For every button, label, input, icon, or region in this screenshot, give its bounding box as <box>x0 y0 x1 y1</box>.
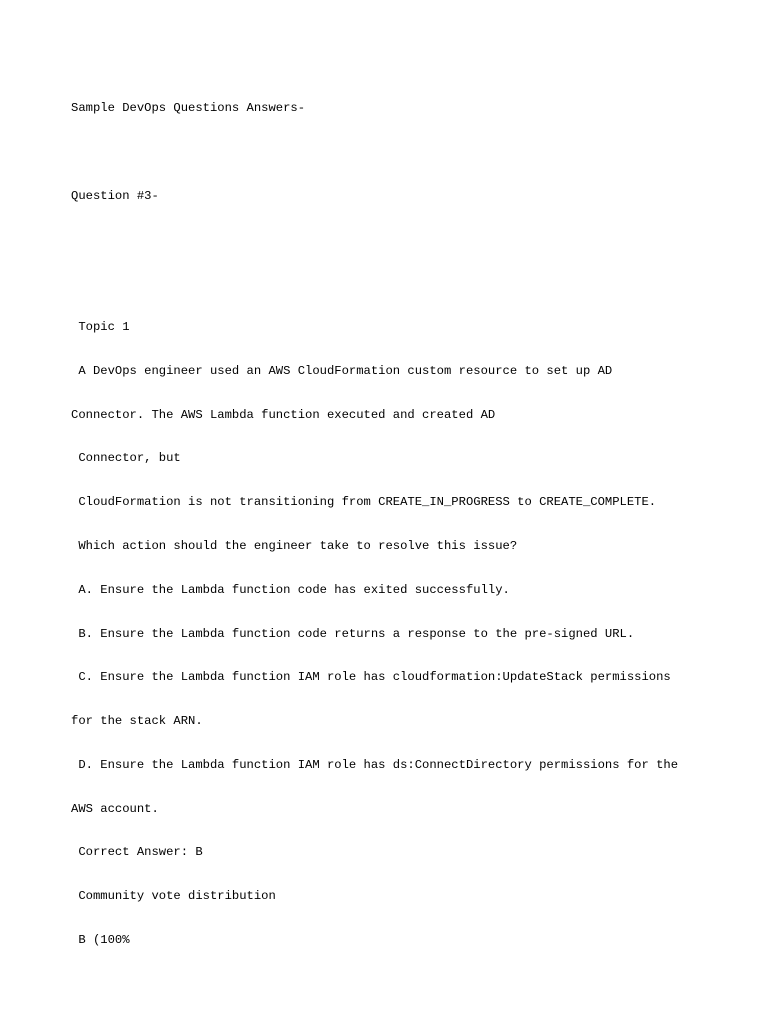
question-text-line: Connector. The AWS Lambda function executed and created AD <box>71 407 496 422</box>
option-d: D. Ensure the Lambda function IAM role has ds:ConnectDirectory permissions for the <box>71 757 679 772</box>
question-text-line: Which action should the engineer take to resolve this issue? <box>71 539 518 553</box>
question-text-line: Connector, but <box>71 451 181 466</box>
community-vote-value: B (100% <box>71 933 130 948</box>
community-vote-label: Community vote distribution <box>71 889 276 904</box>
option-d-continued: AWS account. <box>71 801 159 816</box>
question-text-line: CloudFormation is not transitioning from CREATE_IN_PROGRESS to CREATE_COMPLETE. <box>71 495 657 510</box>
topic-label: Topic 1 <box>71 320 130 335</box>
option-c-continued: for the stack ARN. <box>71 714 203 729</box>
option-b: B. Ensure the Lambda function code returns a response to the pre-signed URL. <box>71 626 635 641</box>
correct-answer: Correct Answer: B <box>71 845 203 860</box>
blank-line <box>71 233 731 248</box>
option-c: C. Ensure the Lambda function IAM role has cloudformation:UpdateStack permissions <box>71 670 671 685</box>
blank-line <box>71 276 731 291</box>
question-label: Question #3- <box>71 188 159 203</box>
question-text-line: A DevOps engineer used an AWS CloudFormation custom resource to set up AD <box>71 363 613 378</box>
document-text <box>71 72 731 977</box>
document-heading: Sample DevOps Questions Answers- <box>71 101 306 116</box>
option-a: A. Ensure the Lambda function code has exited successfully. <box>71 582 510 597</box>
blank-line <box>71 145 731 160</box>
